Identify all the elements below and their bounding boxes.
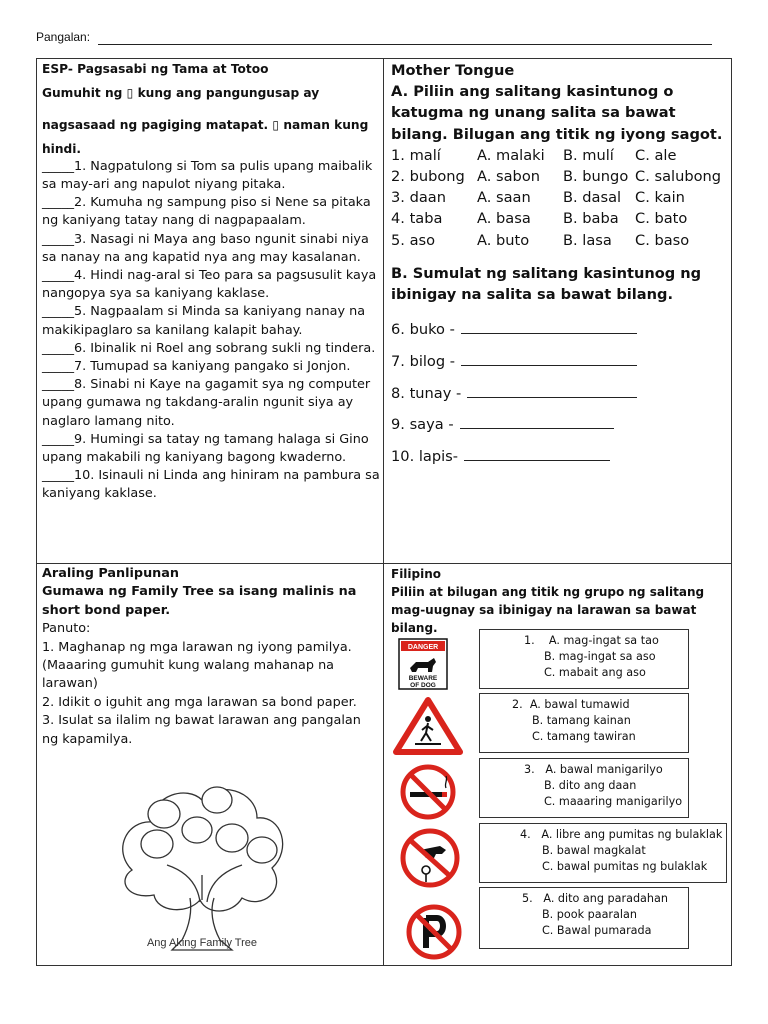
tree-branches: [167, 865, 242, 902]
filipino-section: [391, 565, 729, 637]
esp-item: _____6. Ibinalik ni Roel ang sobrang sukli ng tindera.: [42, 340, 376, 356]
column-divider: [383, 58, 384, 966]
filipino-choices-2: [479, 693, 689, 753]
mt-b-question: 7. bilog -: [391, 352, 456, 370]
mt-a-choice-b[interactable]: B. bungo: [563, 168, 629, 186]
mt-a-choice-a[interactable]: A. malaki: [477, 146, 545, 164]
mt-a-choice-a[interactable]: A. sabon: [477, 168, 540, 186]
choice-number: 5.: [522, 892, 533, 905]
family-photo-frame: [141, 830, 173, 858]
mt-b-answer-blank[interactable]: [460, 414, 614, 429]
family-photo-frame: [182, 817, 212, 843]
esp-item: _____3. Nasagi ni Maya ang baso ngunit sinabi niya sa nanay na ang kapatid nya ang may kasalanan.: [42, 231, 369, 265]
mt-b-instruction: B. Sumulat ng salitang kasintunog ng ibinigay na salita sa bawat bilang.: [391, 264, 702, 304]
mt-a-item: [391, 166, 727, 187]
mt-a-choice-a[interactable]: A. basa: [477, 210, 531, 228]
mt-b-answer-blank[interactable]: [461, 351, 637, 366]
mt-a-question: 1. malí: [391, 146, 441, 164]
ap-task: Gumawa ng Family Tree sa isang malinis na short bond paper.: [42, 584, 357, 618]
choice-b[interactable]: B. dito ang daan: [544, 779, 637, 793]
mt-a-choice-c[interactable]: C. kain: [635, 189, 685, 207]
esp-item: _____4. Hindi nag-aral si Teo para sa pagsusulit kaya nangopya sya sa kaniyang kaklase.: [42, 268, 377, 302]
mother-tongue-section: [391, 60, 727, 478]
choice-c[interactable]: C. Bawal pumarada: [542, 924, 652, 938]
family-photo-frame: [148, 800, 180, 828]
esp-item: _____10. Isinauli ni Linda ang hiniram na pambura sa kaniyang kaklase.: [42, 468, 380, 502]
mt-a-choice-c[interactable]: C. baso: [635, 231, 690, 249]
choice-b[interactable]: B. mag-ingat sa aso: [544, 650, 656, 664]
choice-number: 3.: [524, 763, 535, 776]
mt-b-item: [391, 383, 727, 404]
ap-step: 2. Idikit o iguhit ang mga larawan sa bond paper.: [42, 694, 357, 710]
mt-a-choice-c[interactable]: C. salubong: [635, 168, 722, 186]
mt-a-item: [391, 187, 727, 208]
mt-b-question: 6. buko -: [391, 321, 455, 339]
no-smoking-sign-icon: [400, 764, 456, 820]
choice-a[interactable]: A. mag-ingat sa tao: [548, 634, 659, 647]
esp-item: _____2. Kumuha ng sampung piso si Nene sa pitaka ng kaniyang tatay nang di nagpapaalam.: [42, 195, 371, 229]
esp-instruction-2: nagsasaad ng pagiging matapat. ▯ naman kung: [42, 118, 369, 133]
mt-a-question: 2. bubong: [391, 168, 465, 186]
mt-a-choice-b[interactable]: B. dasal: [563, 189, 622, 207]
esp-item: _____5. Nagpaalam si Minda sa kaniyang nanay na makikipaglaro sa kanilang kalapit bahay.: [42, 304, 366, 338]
choice-a[interactable]: A. bawal manigarilyo: [545, 763, 663, 776]
choice-a[interactable]: A. dito ang paradahan: [543, 892, 668, 905]
esp-instruction-1: Gumuhit ng ▯ kung ang pangungusap ay: [42, 86, 320, 101]
choice-b[interactable]: B. bawal magkalat: [542, 844, 646, 858]
mt-a-choice-b[interactable]: B. baba: [563, 210, 619, 228]
mt-a-question: 5. aso: [391, 231, 436, 249]
choice-c[interactable]: C. bawal pumitas ng bulaklak: [542, 860, 708, 874]
choice-a[interactable]: A. libre ang pumitas ng bulaklak: [541, 828, 723, 841]
esp-section: [42, 60, 380, 504]
no-picking-flowers-sign-icon: [398, 828, 462, 888]
mt-a-item: [391, 145, 727, 166]
family-photo-frame: [247, 837, 277, 863]
mt-a-item: [391, 208, 727, 229]
mt-b-question: 9. saya -: [391, 416, 454, 434]
mt-a-choice-a[interactable]: A. buto: [477, 231, 530, 249]
svg-text:DANGER: DANGER: [407, 644, 439, 651]
filipino-choices-5: [479, 887, 689, 949]
choice-number: 4.: [520, 828, 531, 841]
choice-number: 2.: [512, 698, 523, 711]
choice-number: 1.: [524, 634, 535, 647]
family-tree-illustration: [112, 780, 292, 960]
mt-b-item: [391, 414, 727, 435]
family-photo-frame: [202, 787, 232, 813]
mt-title: Mother Tongue: [391, 62, 515, 79]
mt-a-choice-b[interactable]: B. lasa: [563, 231, 612, 249]
mt-a-instruction: A. Piliin ang salitang kasintunog o katugma ng unang salita sa bawat bilang. Bilugan ang titik ng iyong sagot.: [391, 83, 723, 143]
family-photo-frame: [216, 824, 248, 852]
mt-a-item: [391, 230, 727, 251]
pedestrian-crossing-sign-icon: [393, 697, 463, 755]
esp-item: _____9. Humingi sa tatay ng tamang halaga si Gino upang makabili ng kaniyang bagong kwaderno.: [42, 431, 369, 466]
esp-item: _____1. Nagpatulong si Tom sa pulis upang maibalik sa may-ari ang napulot niyang pitaka.: [42, 158, 373, 193]
svg-text:BEWARE: BEWARE: [408, 675, 438, 682]
mt-b-question: 10. lapis-: [391, 448, 459, 466]
ap-step: 3. Isulat sa ilalim ng bawat larawan ang pangalan ng kapamilya.: [42, 713, 361, 747]
no-parking-sign-icon: [406, 904, 462, 960]
tree-caption: Ang Aking Family Tree: [146, 937, 258, 949]
choice-b[interactable]: B. tamang kainan: [532, 714, 631, 728]
mt-a-choice-b[interactable]: B. mulí: [563, 146, 614, 164]
mt-a-choice-a[interactable]: A. saan: [477, 189, 531, 207]
mt-a-question: 4. taba: [391, 210, 443, 228]
filipino-choices-1: [479, 629, 689, 689]
ap-step: 1. Maghanap ng mga larawan ng iyong pamilya. (Maaaring gumuhit kung walang mahanap na larawan): [42, 639, 352, 692]
ap-panuto-label: Panuto:: [42, 621, 91, 637]
mt-b-item: [391, 446, 727, 467]
filipino-choices-4: [479, 823, 727, 883]
svg-text:OF DOG: OF DOG: [410, 682, 436, 689]
esp-item: _____7. Tumupad sa kaniyang pangako si Jonjon.: [42, 359, 351, 375]
mt-b-item: [391, 351, 727, 372]
choice-c[interactable]: C. maaaring manigarilyo: [544, 795, 683, 809]
mt-a-question: 3. daan: [391, 189, 446, 207]
esp-title: ESP- Pagsasabi ng Tama at Totoo: [42, 62, 269, 76]
araling-panlipunan-section: [42, 565, 380, 749]
choice-b[interactable]: B. pook paaralan: [542, 908, 637, 922]
mt-b-answer-blank[interactable]: [464, 446, 610, 461]
filipino-choices-3: [479, 758, 689, 818]
esp-item: _____8. Sinabi ni Kaye na gagamit sya ng computer upang gumawa ng takdang-aralin ngunit siya ay naglaro lamang nito.: [42, 377, 371, 429]
name-field-line[interactable]: [98, 44, 712, 45]
row-divider: [36, 563, 732, 564]
choice-a[interactable]: A. bawal tumawid: [529, 698, 630, 711]
choice-c[interactable]: C. tamang tawiran: [532, 730, 636, 744]
mt-b-answer-blank[interactable]: [467, 383, 637, 398]
mt-b-item: [391, 319, 727, 340]
mt-a-choice-c[interactable]: C. ale: [635, 146, 677, 164]
mt-a-choice-c[interactable]: C. bato: [635, 210, 688, 228]
esp-instruction-3: hindi.: [42, 141, 82, 156]
mt-b-question: 8. tunay -: [391, 384, 462, 402]
beware-of-dog-sign-icon: [398, 638, 448, 690]
ap-title: Araling Panlipunan: [42, 566, 180, 581]
name-label: Pangalan:: [36, 30, 91, 44]
fil-title: Filipino: [391, 567, 442, 581]
mt-b-answer-blank[interactable]: [461, 319, 637, 334]
choice-c[interactable]: C. mabait ang aso: [544, 666, 646, 680]
fil-instruction: Piliin at bilugan ang titik ng grupo ng salitang mag-uugnay sa ibinigay na larawan sa bawat bilang.: [391, 585, 705, 635]
